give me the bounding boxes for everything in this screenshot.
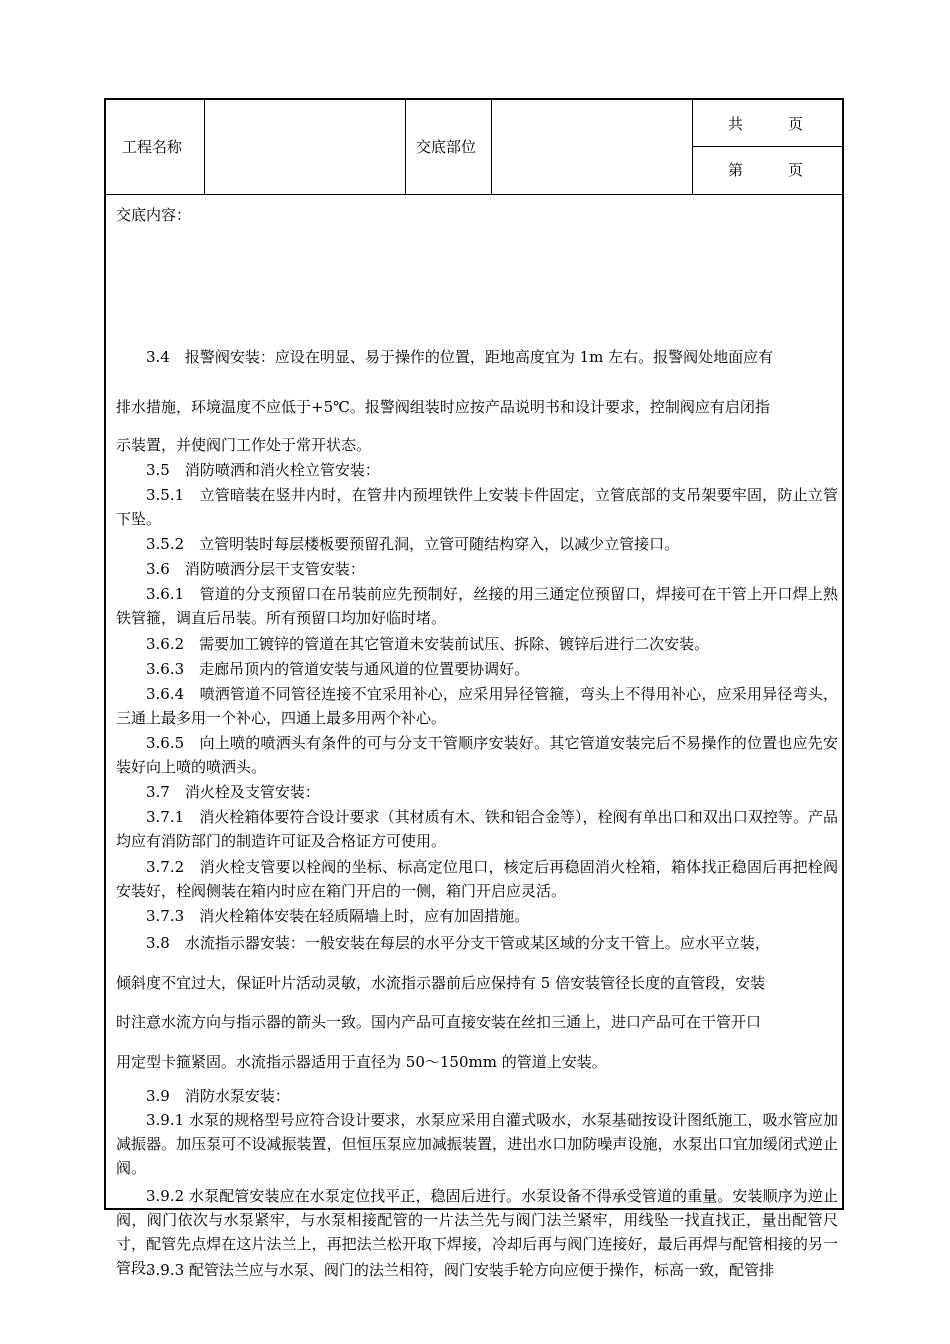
section-3-8-line-3: 时注意水流方向与指示器的箭头一致。国内产品可直接安装在丝扣三通上，进口产品可在干管开口 bbox=[116, 1013, 762, 1031]
section-3-6-3: 3.6.3 走廊吊顶内的管道安装与通风道的位置要协调好。 bbox=[146, 660, 530, 678]
section-3-4-line-3: 示装置，并使阀门工作处于常开状态。 bbox=[116, 436, 372, 454]
form-header bbox=[106, 100, 842, 195]
section-3-9: 3.9 消防水泵安装： bbox=[146, 1087, 290, 1105]
handover-form bbox=[104, 98, 844, 1279]
section-3-6-5: 3.6.5 向上喷的喷洒头有条件的可与分支干管顺序安装好。其它管道安装完后不易操作的位置也应先安装好向上喷的喷洒头。 bbox=[116, 734, 838, 776]
section-3-9-1: 3.9.1 水泵的规格型号应符合设计要求，水泵应采用自灌式吸水，水泵基础按设计图纸施工，吸水管应加减振器。加压泵可不设减振装置，但恒压泵应加减振装置，进出水口加防噪声设施，水泵出口宜加缓闭式逆止阀。 bbox=[116, 1111, 838, 1177]
page-number-label: 第 页 bbox=[728, 161, 804, 179]
section-3-6-1: 3.6.1 管道的分支预留口在吊装前应先预制好，丝接的用三通定位预留口，焊接可在干管上开口焊上熟铁管箍，调直后吊装。所有预留口均加好临时堵。 bbox=[116, 585, 838, 627]
project-name-label: 工程名称 bbox=[122, 138, 183, 156]
section-3-7-3: 3.7.3 消火栓箱体安装在轻质隔墙上时，应有加固措施。 bbox=[146, 907, 530, 925]
handover-part-label: 交底部位 bbox=[416, 138, 477, 156]
section-3-6-4: 3.6.4 喷洒管道不同管径连接不宜采用补心，应采用异径管箍，弯头上不得用补心，应采用异径弯头，三通上最多用一个补心，四通上最多用两个补心。 bbox=[116, 685, 838, 727]
section-3-7: 3.7 消火栓及支管安装： bbox=[146, 783, 320, 801]
header-divider bbox=[491, 100, 492, 194]
section-3-7-1: 3.7.1 消火栓箱体要符合设计要求（其材质有木、铁和铝合金等），栓阀有单出口和双出口双控等。产品均应有消防部门的制造许可证及合格证方可使用。 bbox=[116, 808, 838, 850]
section-3-8-line-4: 用定型卡箍紧固。水流指示器适用于直径为 50～150mm 的管道上安装。 bbox=[116, 1053, 607, 1071]
header-divider bbox=[692, 146, 842, 147]
section-3-6: 3.6 消防喷洒分层干支管安装： bbox=[146, 560, 365, 578]
section-3-5: 3.5 消防喷洒和消火栓立管安装： bbox=[146, 461, 380, 479]
section-3-4-line-1: 3.4 报警阀安装：应设在明显、易于操作的位置，距地高度宜为 1m 左右。报警阀处地面应有 bbox=[146, 348, 774, 366]
section-3-8-line-1: 3.8 水流指示器安装：一般安装在每层的水平分支干管或某区域的分支干管上。应水平立装， bbox=[146, 934, 770, 952]
header-divider bbox=[692, 100, 693, 194]
section-3-4-line-2: 排水措施，环境温度不应低于+5℃。报警阀组装时应按产品说明书和设计要求，控制阀应有启闭指 bbox=[116, 398, 770, 416]
section-3-5-2: 3.5.2 立管明装时每层楼板要预留孔洞，立管可随结构穿入，以减少立管接口。 bbox=[146, 535, 680, 553]
section-3-9-3: 3.9.3 配管法兰应与水泵、阀门的法兰相符，阀门安装手轮方向应便于操作，标高一致，配管排 bbox=[146, 1261, 774, 1279]
content-title: 交底内容： bbox=[116, 206, 192, 224]
section-3-6-2: 3.6.2 需要加工镀锌的管道在其它管道未安装前试压、拆除、镀锌后进行二次安装。 bbox=[146, 635, 710, 653]
header-divider bbox=[405, 100, 406, 194]
section-3-7-2: 3.7.2 消火栓支管要以栓阀的坐标、标高定位甩口，核定后再稳固消火栓箱，箱体找正稳固后再把栓阀安装好，栓阀侧装在箱内时应在箱门开启的一侧，箱门开启应灵活。 bbox=[116, 858, 838, 900]
header-divider bbox=[204, 100, 205, 194]
total-pages-label: 共 页 bbox=[728, 115, 804, 133]
section-3-9-2: 3.9.2 水泵配管安装应在水泵定位找平正，稳固后进行。水泵设备不得承受管道的重量。安装顺序为逆止阀，阀门依次与水泵紧牢，与水泵相接配管的一片法兰先与阀门法兰紧牢，用线坠一找直找正，量出配管尺寸，配管先点焊在这片法兰上，再把法兰松开取下焊接，冷却后再与阀门连接好，最后再焊与配管相接的另一管段。 bbox=[116, 1187, 838, 1277]
section-3-8-line-2: 倾斜度不宜过大，保证叶片活动灵敏，水流指示器前后应保持有 5 倍安装管径长度的直管段，安装 bbox=[116, 974, 766, 992]
section-3-5-1: 3.5.1 立管暗装在竖井内时，在管井内预埋铁件上安装卡件固定，立管底部的支吊架要牢固，防止立管下坠。 bbox=[116, 486, 838, 528]
handover-content bbox=[106, 195, 842, 1279]
